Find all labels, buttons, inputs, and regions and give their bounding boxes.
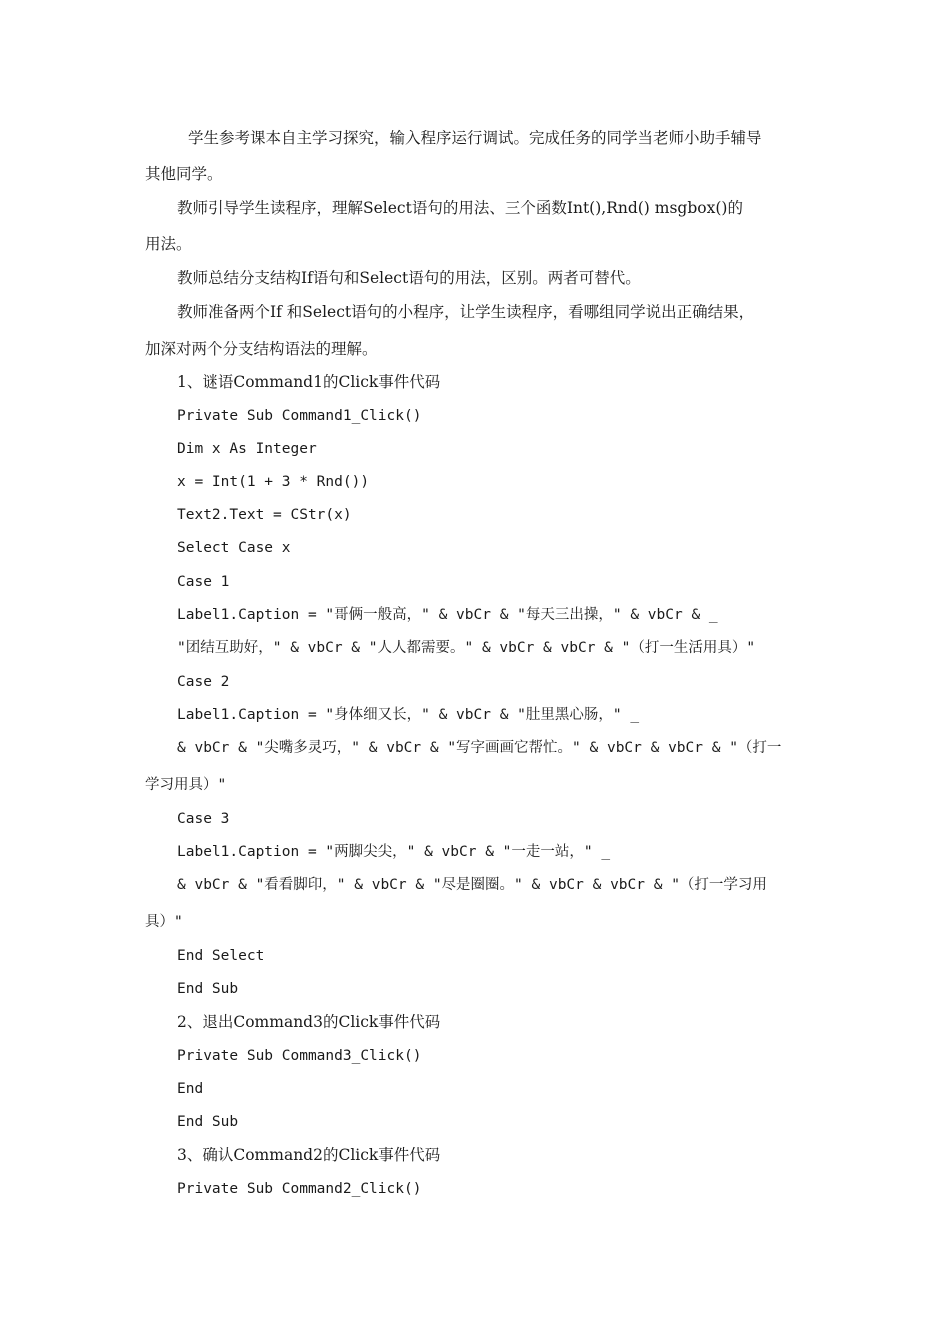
code-line: Case 3 <box>177 811 230 827</box>
paragraph-line: 加深对两个分支结构语法的理解。 <box>145 340 378 358</box>
code-line: 学习用具）" <box>145 777 227 793</box>
paragraph-line: 学生参考课本自主学习探究，输入程序运行调试。完成任务的同学当老师小助手辅导 <box>188 129 762 147</box>
paragraph-line: 教师准备两个If 和Select语句的小程序，让学生读程序，看哪组同学说出正确结果， <box>177 303 755 321</box>
code-line: Private Sub Command3_Click() <box>177 1048 422 1064</box>
code-line: Label1.Caption = "身体细又长，" & vbCr & "肚里黑心肠，" _ <box>177 707 640 723</box>
paragraph-line: 教师引导学生读程序，理解Select语句的用法、三个函数Int(),Rnd() msgbox()的 <box>177 199 743 217</box>
code-line: Case 2 <box>177 674 230 690</box>
code-line: Private Sub Command2_Click() <box>177 1181 422 1197</box>
paragraph-line: 用法。 <box>145 235 192 253</box>
section-heading: 3、确认Command2的Click事件代码 <box>177 1146 441 1164</box>
code-line: Dim x As Integer <box>177 441 317 457</box>
code-line: x = Int(1 + 3 * Rnd()) <box>177 474 370 490</box>
code-line: End Sub <box>177 1114 239 1130</box>
code-line: & vbCr & "尖嘴多灵巧，" & vbCr & "写字画画它帮忙。" & vbCr & vbCr & "（打一 <box>177 740 782 756</box>
section-heading: 1、谜语Command1的Click事件代码 <box>177 373 441 391</box>
code-line: Private Sub Command1_Click() <box>177 408 422 424</box>
paragraph-line: 教师总结分支结构If语句和Select语句的用法，区别。两者可替代。 <box>177 269 641 287</box>
code-line: Text2.Text = CStr(x) <box>177 507 352 523</box>
code-line: 具）" <box>145 914 183 930</box>
code-line: Label1.Caption = "两脚尖尖，" & vbCr & "一走一站，" _ <box>177 844 611 860</box>
code-line: Case 1 <box>177 574 230 590</box>
section-heading: 2、退出Command3的Click事件代码 <box>177 1013 441 1031</box>
code-line: Label1.Caption = "哥俩一般高，" & vbCr & "每天三出操，" & vbCr & _ <box>177 607 718 623</box>
code-line: Select Case x <box>177 540 291 556</box>
paragraph-line: 其他同学。 <box>145 165 223 183</box>
code-line: End Sub <box>177 981 239 997</box>
code-line: End Select <box>177 948 265 964</box>
code-line: "团结互助好，" & vbCr & "人人都需要。" & vbCr & vbCr & "（打一生活用具）" <box>177 640 756 656</box>
code-line: End <box>177 1081 204 1097</box>
code-line: & vbCr & "看看脚印，" & vbCr & "尽是圈圈。" & vbCr & vbCr & "（打一学习用 <box>177 877 767 893</box>
